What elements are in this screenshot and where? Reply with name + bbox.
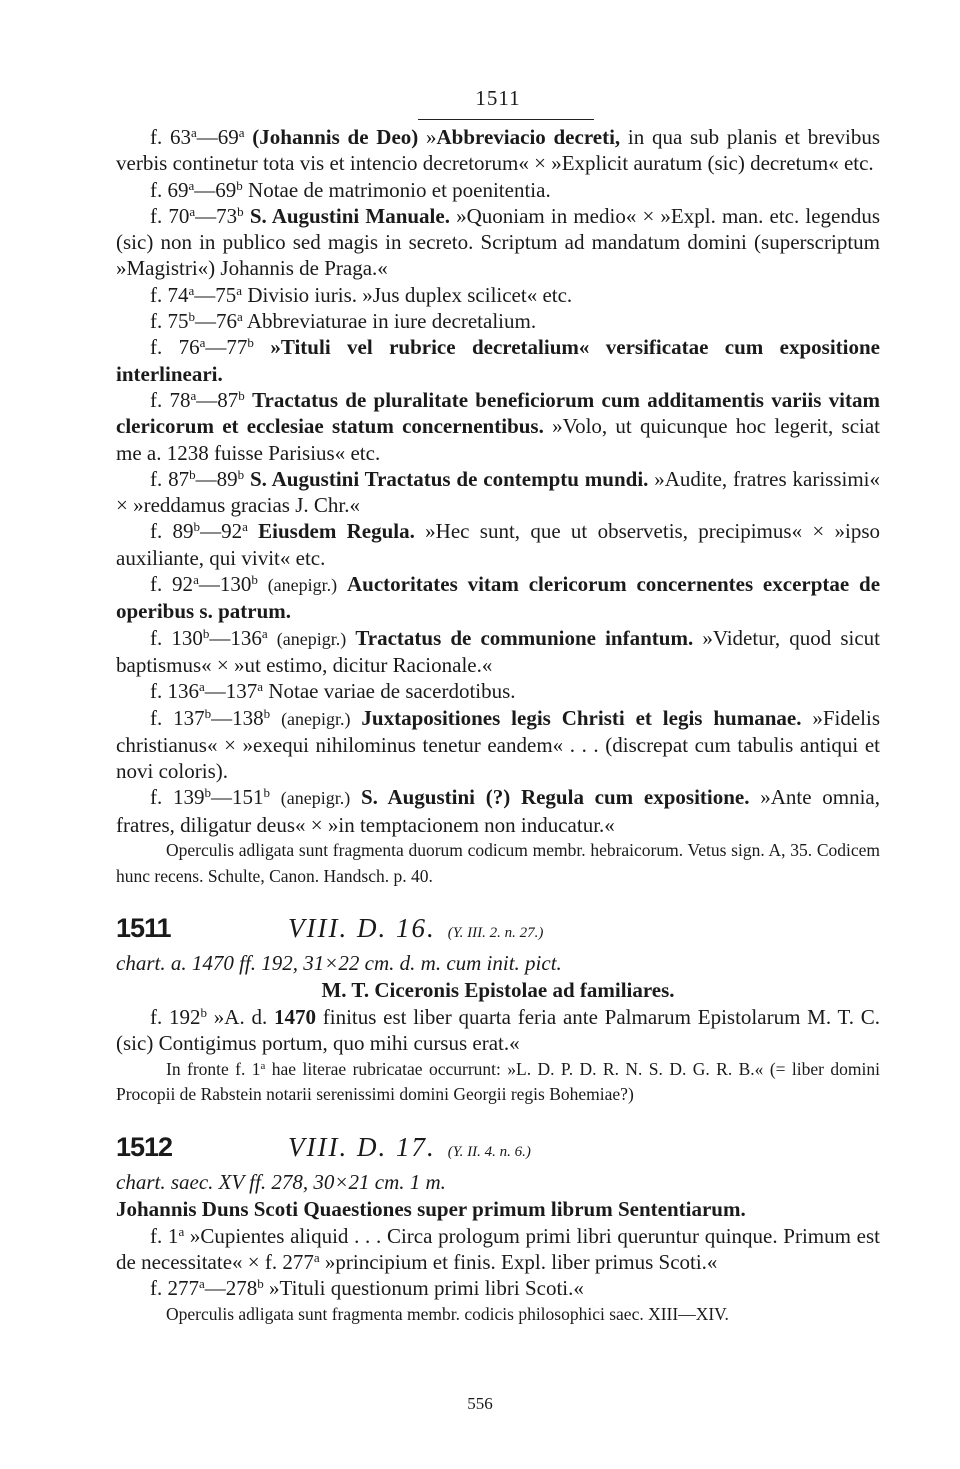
content-paragraph: f. 63$^a$—69$^a$ (Johannis de Deo) »Abbreviacio decreti, in qua sub planis et brevibus verbis continetur tota vis et intencio decretorum« × »Explicit auratum (sic) decretum« etc.	[116, 124, 881, 176]
entry-1511-body	[116, 1004, 880, 1108]
content-paragraph: f. 139$^b$—151$^b$ (anepigr.) S. Augustini (?) Regula cum expositione. »Ante omnia, fratres, diligatur deus« × »in temptacionem non inducatur.«	[116, 785, 881, 837]
running-header	[116, 86, 880, 124]
shelfmark: VIII. D. 17.	[288, 1131, 436, 1162]
content-paragraph: f. 89$^b$—92$^a$ Eiusdem Regula. »Hec sunt, que ut observetis, precipimus« × »ipso auxiliante, qui vivit« etc.	[116, 519, 881, 570]
header-rule	[418, 119, 594, 120]
content-paragraph: f. 75$^b$—76$^a$ Abbreviaturae in iure decretalium.	[150, 308, 537, 334]
entry-1512-body	[116, 1223, 880, 1327]
old-signature: (Y. III. 2. n. 27.)	[447, 925, 544, 942]
entry-1512-heading	[116, 1130, 880, 1169]
entry-1511-heading	[116, 911, 880, 950]
content-paragraph: f. 136$^a$—137$^a$ Notae variae de sacerdotibus.	[150, 679, 516, 704]
note-paragraph: In fronte f. 1$^a$ hae literae rubricatae occurrunt: »L. D. P. D. R. N. S. D. G. R. B.« (= liber domini Procopii de Rabstein notarii serenissimi domini Georgii regis Bohemiae?)	[116, 1058, 880, 1105]
entry-1510-continuation	[116, 124, 880, 889]
content-paragraph: f. 192$^b$ »A. d. 1470 finitus est liber quarta feria ante Palmarum Epistolarum M. T. C. (sic) Contigimus portum, quo mihi cursus erat.«	[116, 1004, 881, 1056]
content-paragraph: f. 76$^a$—77$^b$ »Tituli vel rubrice decretalium« versificatae cum expositione interlineari.	[116, 335, 881, 386]
codex-description: chart. saec. XV ff. 278, 30×21 cm. 1 m.	[116, 1169, 446, 1194]
content-paragraph: f. 1$^a$ »Cupientes aliquid . . . Circa prologum primi libri queruntur quinque. Primum est de necessitate« × f. 277$^a$ »principium et finis. Expl. liber primus Scoti.«	[116, 1223, 880, 1274]
content-paragraph: f. 70$^a$—73$^b$ S. Augustini Manuale. »Quoniam in medio« × »Expl. man. etc. legendus (sic) non in publico sed magis in secreto. Scriptum ad mandatum domini (superscriptum »Magistri«) Johannis de Praga.«	[116, 203, 881, 281]
work-title: M. T. Ciceronis Epistolae ad familiares.	[321, 978, 675, 1003]
shelfmark: VIII. D. 16.	[288, 913, 436, 944]
content-paragraph: f. 69$^a$—69$^b$ Notae de matrimonio et poenitentia.	[150, 177, 551, 202]
entry-number: 1512	[116, 1131, 173, 1162]
content-paragraph: f. 87$^b$—89$^b$ S. Augustini Tractatus de contemptu mundi. »Audite, fratres karissimi« × »reddamus gracias J. Chr.«	[116, 466, 881, 518]
note-paragraph: Operculis adligata sunt fragmenta duorum codicum membr. hebraicorum. Vetus sign. A, 35. Codicem hunc recens. Schulte, Canon. Handsch. p. 40.	[116, 840, 880, 886]
content-paragraph: f. 74$^a$—75$^a$ Divisio iuris. »Jus duplex scilicet« etc.	[150, 282, 573, 307]
page-footer-number: 556	[467, 1394, 493, 1413]
content-paragraph: f. 130$^b$—136$^a$ (anepigr.) Tractatus de communione infantum. »Videtur, quod sicut baptismus« × »ut estimo, dicitur Racionale.«	[116, 625, 880, 677]
content-paragraph: f. 78$^a$—87$^b$ Tractatus de pluralitate beneficiorum cum additamentis variis vitam clericorum et ecclesiae statum concernentibus. »Volo, ut quicunque hoc legerit, sciat me a. 1238 fuisse Parisius« etc.	[116, 387, 880, 465]
entry-number: 1511	[116, 913, 171, 944]
old-signature: (Y. II. 4. n. 6.)	[447, 1143, 531, 1160]
note-paragraph: Operculis adligata sunt fragmenta membr. codicis philosophici saec. XIII—XIV.	[166, 1303, 729, 1324]
content-paragraph: f. 277$^a$—278$^b$ »Tituli questionum primi libri Scoti.«	[150, 1276, 584, 1301]
header-page-number: 1511	[475, 86, 521, 110]
codex-description: chart. a. 1470 ff. 192, 31×22 cm. d. m. cum init. pict.	[116, 951, 562, 976]
work-title: Johannis Duns Scoti Quaestiones super primum librum Sententiarum.	[116, 1196, 746, 1221]
content-paragraph: f. 137$^b$—138$^b$ (anepigr.) Juxtapositiones legis Christi et legis humanae. »Fidelis christianus« × »exequi nihilominus tenetur eandem« . . . (discrepat cum tabulis antiqui et novi coloris).	[116, 705, 881, 784]
page	[116, 86, 880, 1327]
content-paragraph: f. 92$^a$—130$^b$ (anepigr.) Auctoritates vitam clericorum concernentes excerptae de operibus s. patrum.	[116, 571, 881, 624]
